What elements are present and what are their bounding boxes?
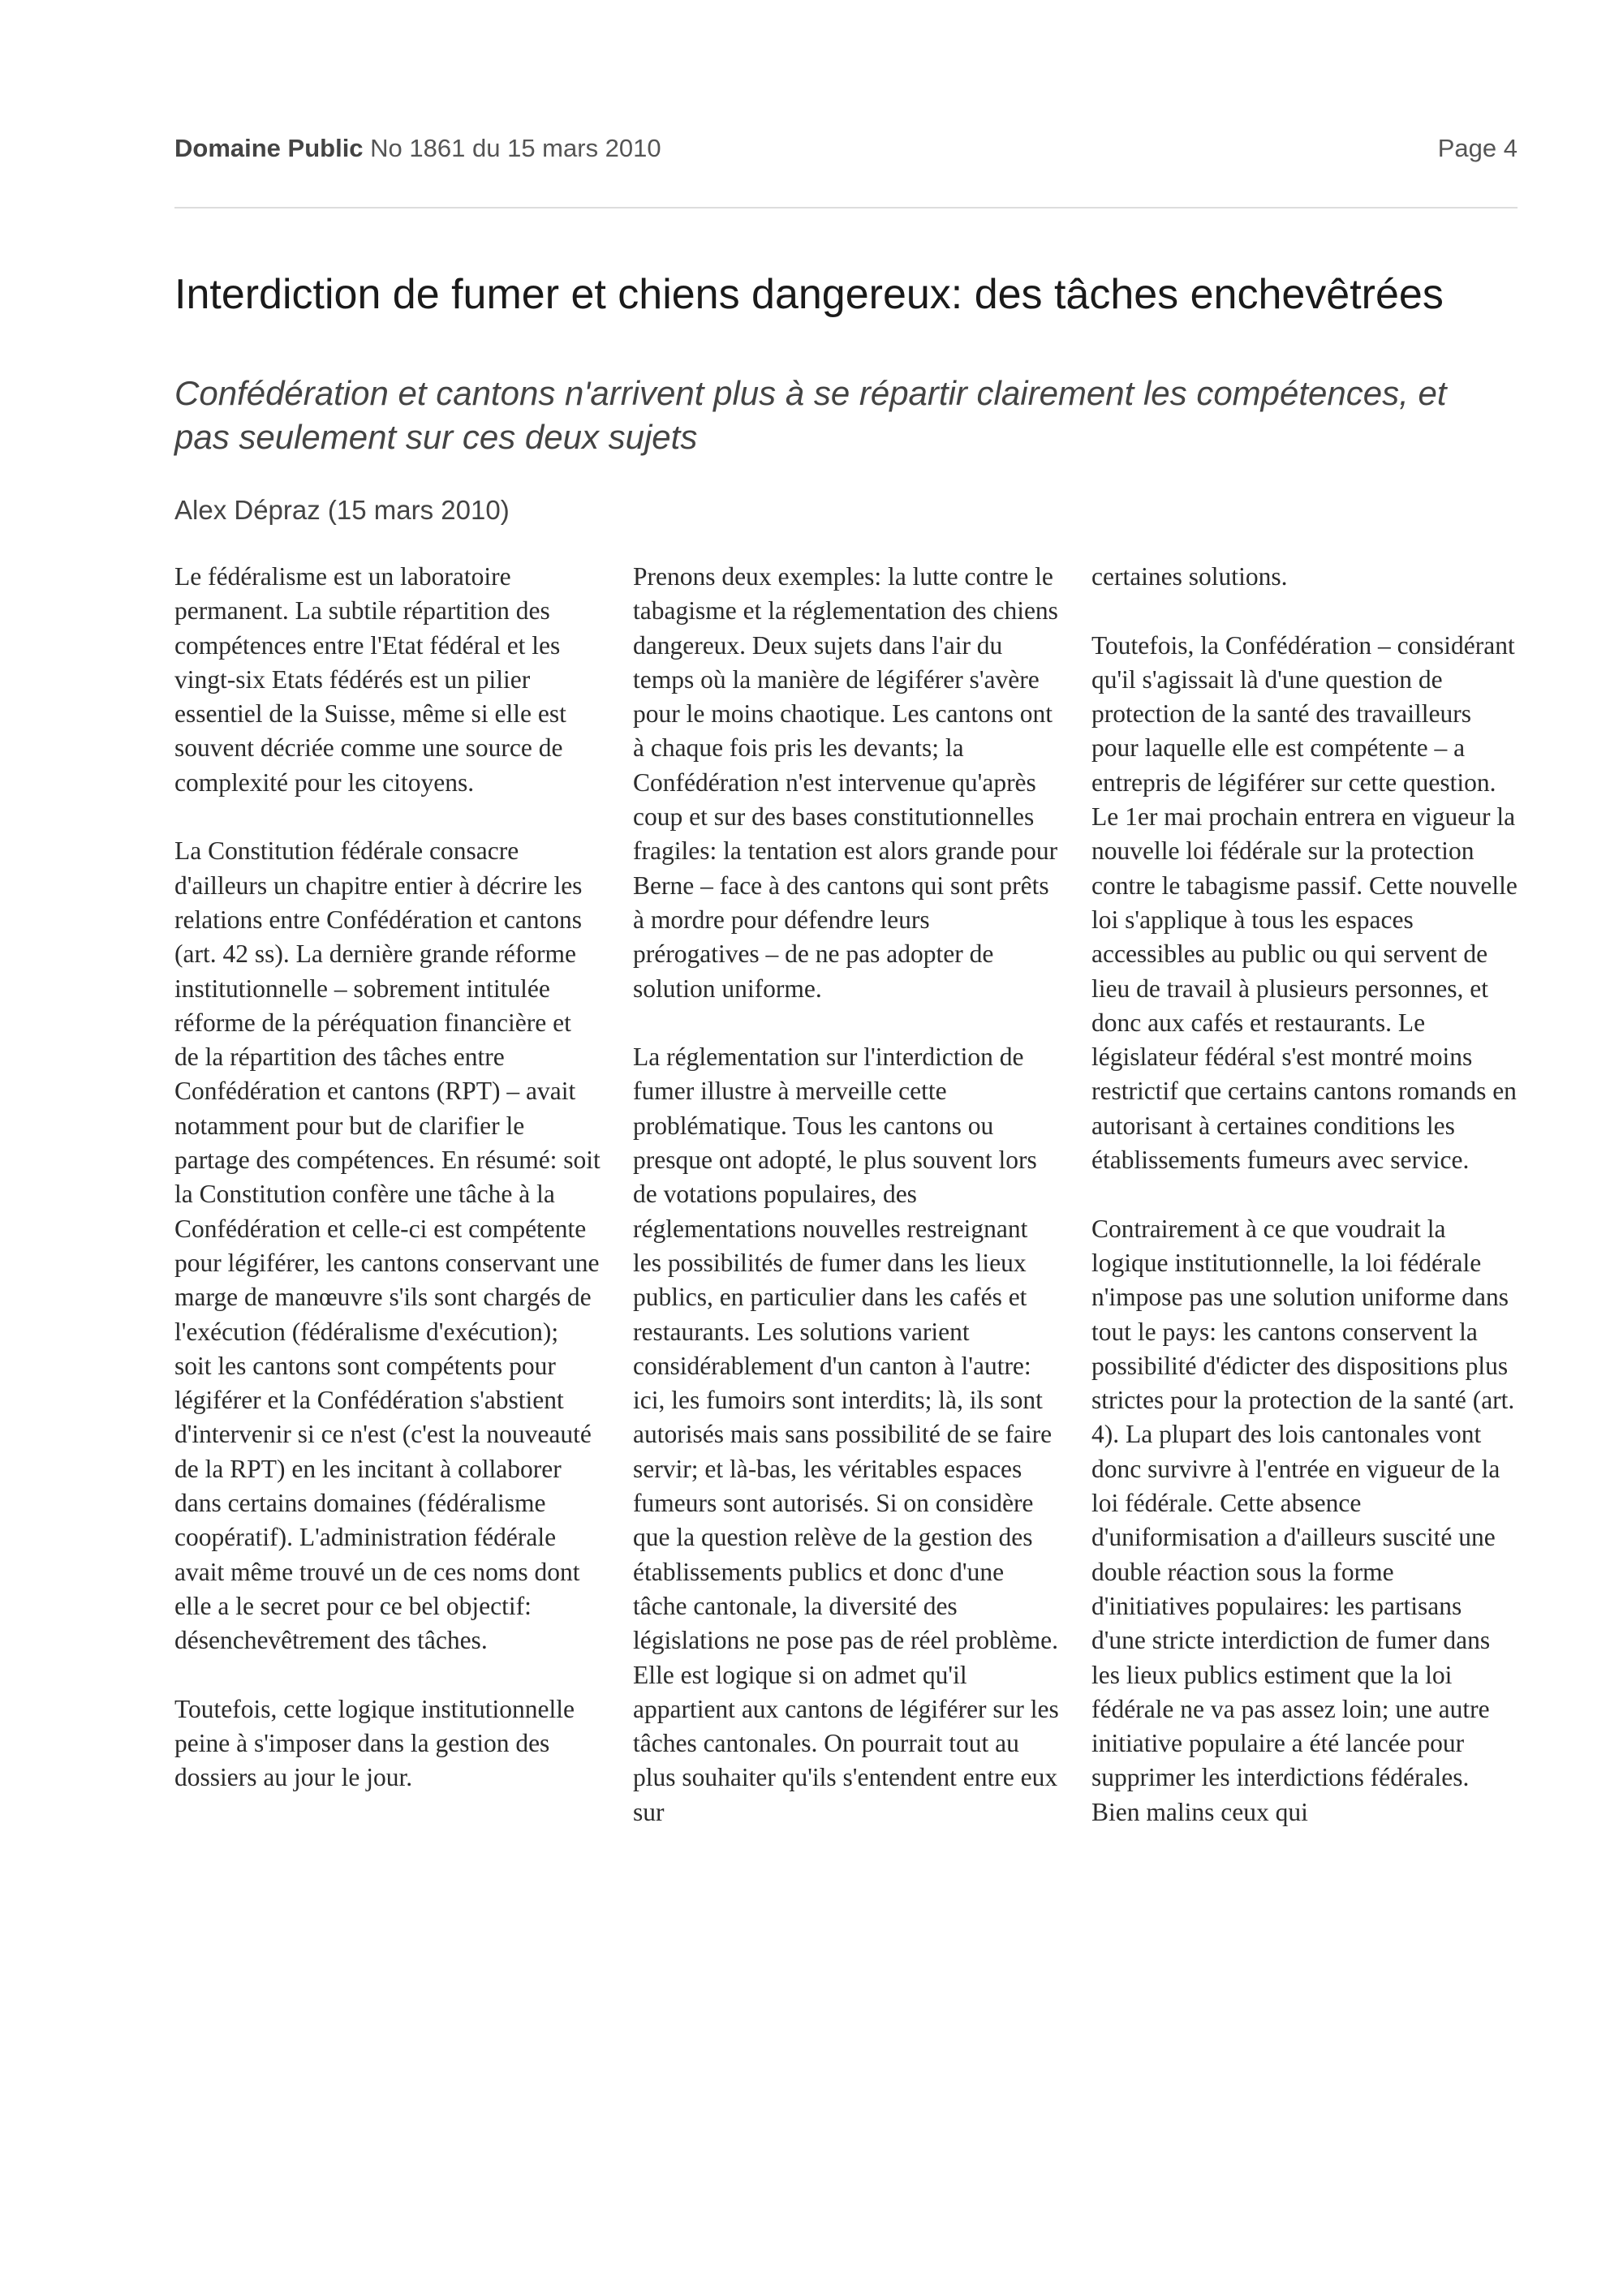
article-title: Interdiction de fumer et chiens dangereux: des tâches enchevêtrées [174, 271, 1444, 318]
article-subtitle: Confédération et cantons n'arrivent plus à se répartir clairement les compétences, et pas seulement sur ces deux sujets [174, 374, 1447, 456]
paragraph: La Constitution fédérale consacre d'ailleurs un chapitre entier à décrire les relations entre Confédération et cantons (art. 42 ss). La dernière grande réforme institutionnelle – sobrement intitulée réforme de la péréquation financière et de la répartition des tâches entre Confédération et cantons (RPT) – avait notamment pour but de clarifier le partage des compétences. En résumé: soit la Constitution confère une tâche à la Confédération et celle-ci est compétente pour légiférer, les cantons conservant une marge de manœuvre s'ils sont chargés de l'exécution (fédéralisme d'exécution); soit les cantons sont compétents pour légiférer et la Confédération s'abstient d'intervenir si ce n'est (c'est la nouveauté de la RPT) en les incitant à collaborer dans certains domaines (fédéralisme coopératif). L'administration fédérale avait même trouvé un de ces noms dont elle a le secret pour ce bel objectif: désenchevêtrement des tâches. [174, 836, 601, 1655]
issue-info: No 1861 du 15 mars 2010 [370, 134, 661, 162]
article-column-2 [633, 560, 1059, 1864]
paragraph: Prenons deux exemples: la lutte contre le tabagisme et la réglementation des chiens dangereux. Deux sujets dans l'air du temps où la manière de légiférer s'avère pour le moins chaotique. Les cantons ont à chaque fois pris les devants; la Confédération n'est intervenue qu'après coup et sur des bases constitutionnelles fragiles: la tentation est alors grande pour Berne – face à des cantons qui sont prêts à mordre pour défendre leurs prérogatives – de ne pas adopter de solution uniforme. [633, 562, 1058, 1003]
page-number: Page 4 [1437, 134, 1518, 162]
paragraph: Toutefois, cette logique institutionnelle peine à s'imposer dans la gestion des dossiers au jour le jour. [174, 1694, 575, 1792]
page-header [174, 134, 1518, 166]
paragraph: Le fédéralisme est un laboratoire permanent. La subtile répartition des compétences entre l'Etat fédéral et les vingt-six Etats fédérés est un pilier essentiel de la Suisse, même si elle est souvent décriée comme une source de complexité pour les citoyens. [174, 562, 566, 797]
paragraph: certaines solutions. [1091, 562, 1288, 591]
header-divider [174, 207, 1518, 209]
article-column-1 [174, 560, 601, 1829]
paragraph: Contrairement à ce que voudrait la logique institutionnelle, la loi fédérale n'impose pas une solution uniforme dans tout le pays: les cantons conservent la possibilité d'édicter des dispositions plus strictes pour la protection de la santé (art. 4). La plupart des lois cantonales vont donc survivre à l'entrée en vigueur de la loi fédérale. Cette absence d'uniformisation a d'ailleurs suscité une double réaction sous la forme d'initiatives populaires: les partisans d'une stricte interdiction de fumer dans les lieux publics estiment que la loi fédérale ne va pas assez loin; une autre initiative populaire a été lancée pour supprimer les interdictions fédérales. Bien malins ceux qui [1091, 1214, 1515, 1826]
publication-name: Domaine Public [174, 134, 364, 162]
article-column-3 [1091, 560, 1518, 1864]
paragraph: Toutefois, la Confédération – considérant qu'il s'agissait là d'une question de protection de la santé des travailleurs pour laquelle elle est compétente – a entrepris de légiférer sur cette question. Le 1er mai prochain entrera en vigueur la nouvelle loi fédérale sur la protection contre le tabagisme passif. Cette nouvelle loi s'applique à tous les espaces accessibles au public ou qui servent de lieu de travail à plusieurs personnes, et donc aux cafés et restaurants. Le législateur fédéral s'est montré moins restrictif que certains cantons romands en autorisant à certaines conditions les établissements fumeurs avec service. [1091, 630, 1518, 1175]
article-byline: Alex Dépraz (15 mars 2010) [174, 495, 510, 525]
paragraph: La réglementation sur l'interdiction de fumer illustre à merveille cette problématique. Tous les cantons ou presque ont adopté, le plus souvent lors de votations populaires, des réglementations nouvelles restreignant les possibilités de fumer dans les lieux publics, en particulier dans les cafés et restaurants. Les solutions varient considérablement d'un canton à l'autre: ici, les fumoirs sont interdits; là, ils sont autorisés mais sans possibilité de se faire servir; et là-bas, les véritables espaces fumeurs sont autorisés. Si on considère que la question relève de la gestion des établissements publics et donc d'une tâche cantonale, la diversité des législations ne pose pas de réel problème. Elle est logique si on admet qu'il appartient aux cantons de légiférer sur les tâches cantonales. On pourrait tout au plus souhaiter qu'ils s'entendent entre eux sur [633, 1043, 1059, 1826]
